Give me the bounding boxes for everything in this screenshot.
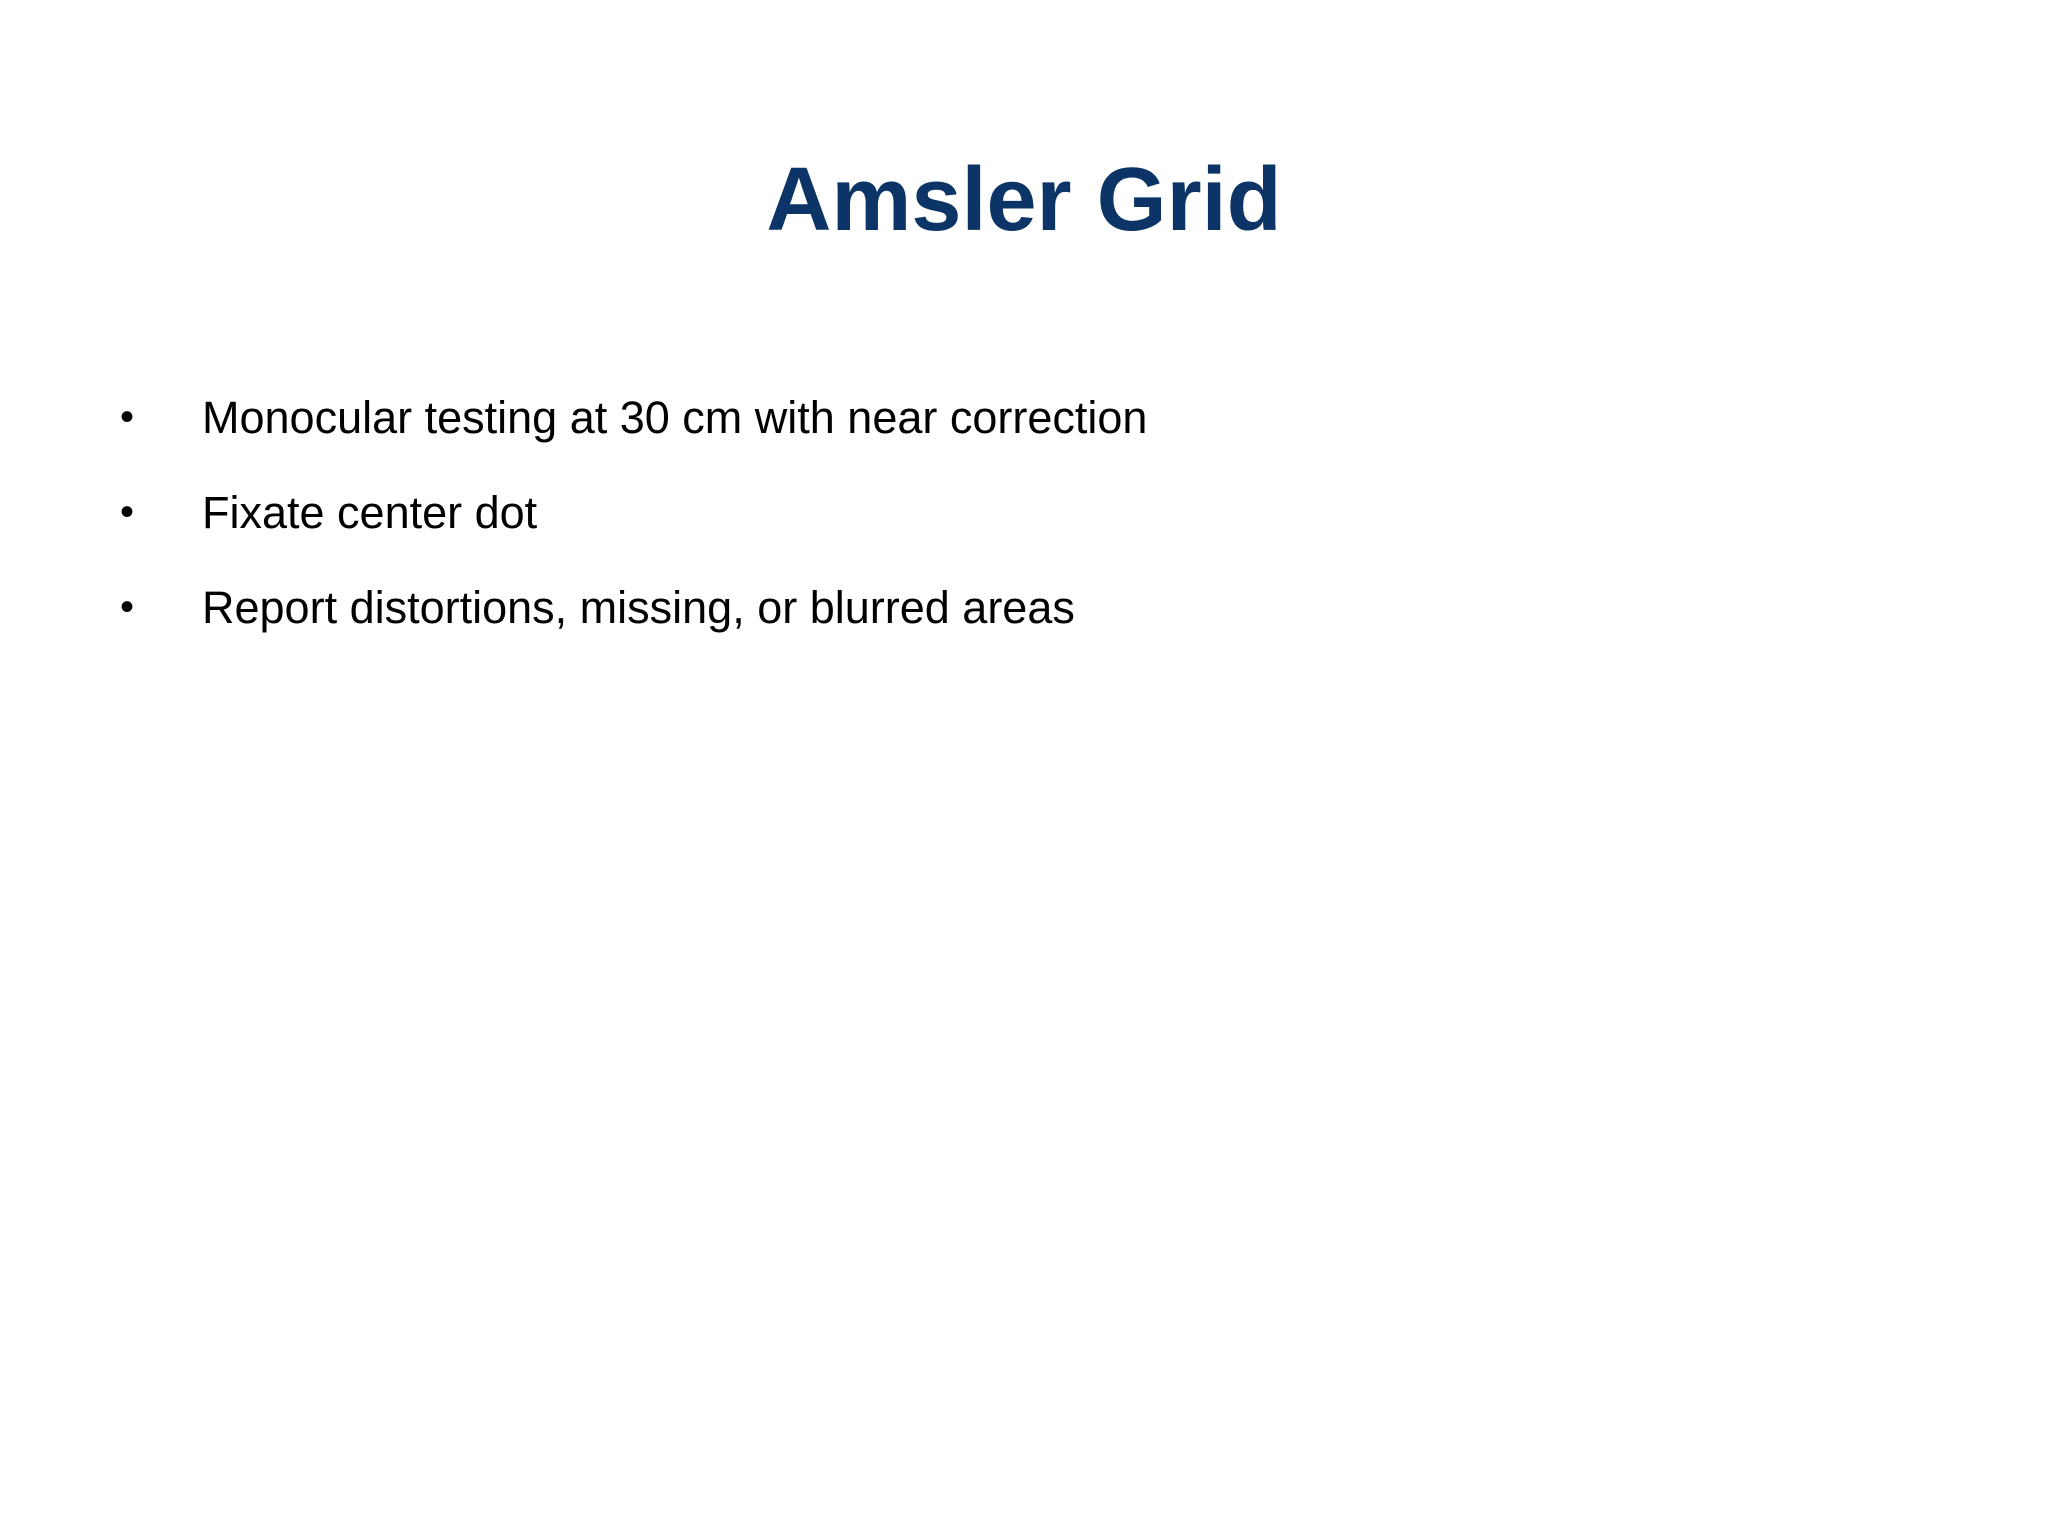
- slide-title: Amsler Grid: [766, 150, 1282, 250]
- bullet-icon: •: [120, 490, 135, 534]
- list-item: [120, 370, 1820, 465]
- list-item: [120, 560, 1820, 655]
- list-item: [120, 465, 1820, 560]
- bullet-text: Report distortions, missing, or blurred areas: [202, 582, 1075, 633]
- bullet-text: Monocular testing at 30 cm with near correction: [202, 392, 1148, 443]
- bullet-text: Fixate center dot: [202, 487, 538, 538]
- bullet-icon: •: [120, 395, 135, 439]
- bullet-icon: •: [120, 585, 135, 629]
- bullet-list: [120, 370, 1820, 655]
